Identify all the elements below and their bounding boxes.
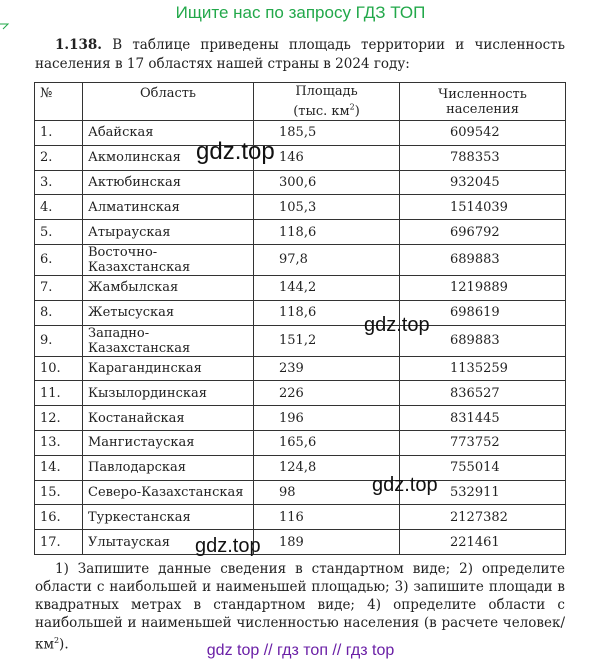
row-region: Карагандинская	[83, 356, 254, 381]
row-region: Атырауская	[83, 220, 254, 245]
row-population: 773752	[400, 430, 566, 455]
row-area: 165,6	[254, 430, 400, 455]
row-num: 17.	[35, 530, 83, 555]
table-row	[35, 430, 566, 455]
row-region: Акмолинская	[83, 145, 254, 170]
problem-number: 1.138.	[55, 37, 102, 53]
table-header-row	[35, 83, 566, 121]
row-region: Жамбылская	[83, 275, 254, 300]
row-num: 8.	[35, 300, 83, 325]
row-region: Восточно-Казахстанская	[83, 244, 254, 275]
row-population: 932045	[400, 170, 566, 195]
table-row	[35, 300, 566, 325]
row-region: Костанайская	[83, 406, 254, 431]
row-population: 1219889	[400, 275, 566, 300]
table-row	[35, 275, 566, 300]
row-population: 221461	[400, 530, 566, 555]
row-area: 105,3	[254, 195, 400, 220]
row-population: 836527	[400, 381, 566, 406]
row-area: 189	[254, 530, 400, 555]
table-row	[35, 455, 566, 480]
row-area: 300,6	[254, 170, 400, 195]
row-region: Улытауская	[83, 530, 254, 555]
watermark: gdz.top	[364, 314, 430, 336]
row-area: 185,5	[254, 121, 400, 146]
row-area: 118,6	[254, 300, 400, 325]
row-area: 239	[254, 356, 400, 381]
problem-text: В таблице приведены площадь территории и численность населения в 17 областях нашей страны в 2024 году:	[35, 37, 565, 72]
row-population: 1135259	[400, 356, 566, 381]
row-population: 2127382	[400, 505, 566, 530]
questions-text: 1) Запишите данные сведения в стандартном виде; 2) определите области с наибольшей и наименьшей площадью; 3) запишите площади в квадратных метрах в стандартном виде; 4) определите области с наибольшей и наименьшей численностью населения (в расчете человек/$км^2$).	[35, 561, 565, 653]
header-population	[400, 83, 566, 121]
row-region: Кызылординская	[83, 381, 254, 406]
row-area: 144,2	[254, 275, 400, 300]
row-num: 11.	[35, 381, 83, 406]
row-area: 97,8	[254, 244, 400, 275]
row-area: 116	[254, 505, 400, 530]
header-area-label: Площадь	[295, 84, 358, 100]
header-population-line2: населения	[446, 101, 519, 117]
row-num: 13.	[35, 430, 83, 455]
row-num: 5.	[35, 220, 83, 245]
header-num: №	[35, 83, 83, 121]
row-area: 146	[254, 145, 400, 170]
row-population: 696792	[400, 220, 566, 245]
table-row	[35, 195, 566, 220]
row-region: Западно-Казахстанская	[83, 325, 254, 356]
search-banner: Ищите нас по запросу ГДЗ ТОП	[175, 3, 426, 22]
row-area: 151,2	[254, 325, 400, 356]
row-num: 1.	[35, 121, 83, 146]
table-row	[35, 145, 566, 170]
row-population: 788353	[400, 145, 566, 170]
row-population: 532911	[400, 480, 566, 505]
row-population: 689883	[400, 325, 566, 356]
row-num: 9.	[35, 325, 83, 356]
row-region: Павлодарская	[83, 455, 254, 480]
regions-table	[34, 82, 566, 555]
table-row	[35, 170, 566, 195]
table-row	[35, 121, 566, 146]
row-region: Мангистауская	[83, 430, 254, 455]
corner-mark-icon	[0, 22, 10, 30]
row-area: 118,6	[254, 220, 400, 245]
table-row	[35, 480, 566, 505]
row-num: 15.	[35, 480, 83, 505]
table-row	[35, 406, 566, 431]
row-area: 124,8	[254, 455, 400, 480]
row-region: Жетысуская	[83, 300, 254, 325]
header-area	[254, 83, 400, 121]
row-area: 226	[254, 381, 400, 406]
table-row	[35, 325, 566, 356]
table-row	[35, 356, 566, 381]
row-population: 698619	[400, 300, 566, 325]
row-num: 12.	[35, 406, 83, 431]
row-num: 3.	[35, 170, 83, 195]
watermark: gdz.top	[195, 535, 261, 557]
row-num: 2.	[35, 145, 83, 170]
row-num: 4.	[35, 195, 83, 220]
header-region: Область	[83, 83, 254, 121]
row-area: 98	[254, 480, 400, 505]
row-region: Северо-Казахстанская	[83, 480, 254, 505]
row-num: 16.	[35, 505, 83, 530]
row-population: 1514039	[400, 195, 566, 220]
row-region: Актюбинская	[83, 170, 254, 195]
row-population: 831445	[400, 406, 566, 431]
footer-links: gdz top // гдз топ // гдз top	[206, 642, 395, 659]
table-row	[35, 530, 566, 555]
table-row	[35, 505, 566, 530]
table-row	[35, 220, 566, 245]
table-row	[35, 244, 566, 275]
header-area-unit: (тыс. $км^2$)	[293, 102, 360, 119]
problem-statement	[35, 36, 565, 74]
row-region: Туркестанская	[83, 505, 254, 530]
watermark: gdz.top	[196, 138, 275, 165]
table-row	[35, 381, 566, 406]
row-num: 6.	[35, 244, 83, 275]
row-region: Алматинская	[83, 195, 254, 220]
row-population: 755014	[400, 455, 566, 480]
row-num: 14.	[35, 455, 83, 480]
header-population-line1: Численность	[438, 86, 527, 102]
watermark: gdz.top	[372, 474, 438, 496]
row-area: 196	[254, 406, 400, 431]
row-region: Абайская	[83, 121, 254, 146]
row-num: 7.	[35, 275, 83, 300]
row-population: 689883	[400, 244, 566, 275]
row-population: 609542	[400, 121, 566, 146]
row-num: 10.	[35, 356, 83, 381]
